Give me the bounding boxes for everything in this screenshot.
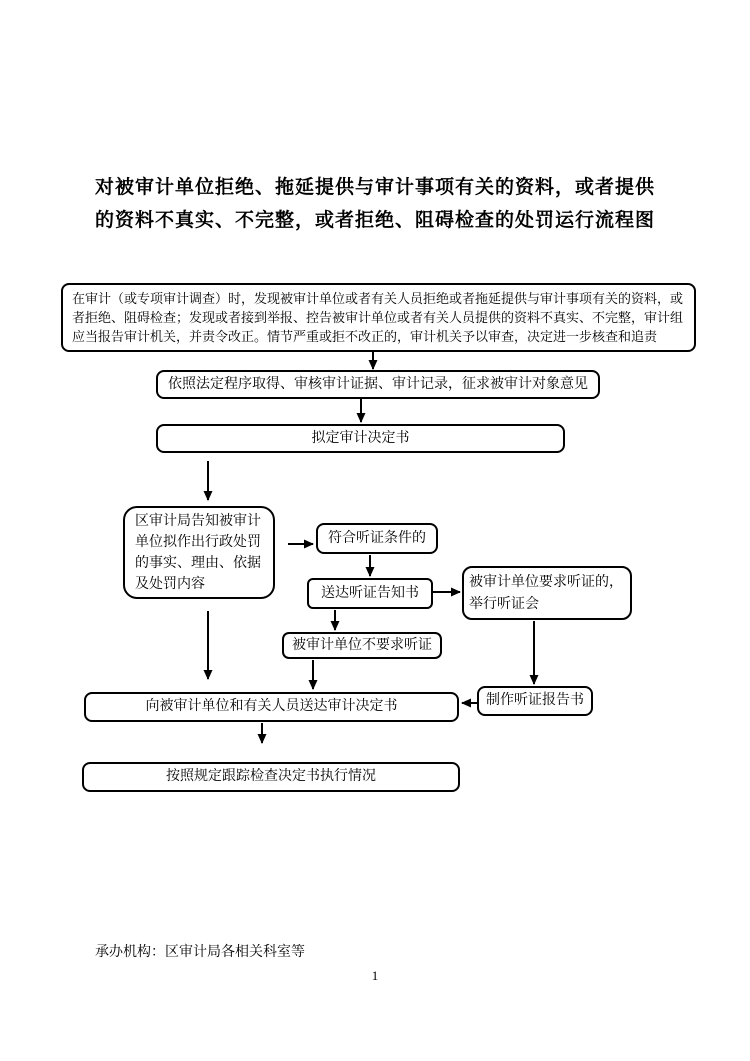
title-line-2: 的资料不真实、不完整，或者拒绝、阻碍检查的处罚运行流程图 [94,210,655,231]
node-hearing-requested: 被审计单位要求听证的，举行听证会 [462,566,632,620]
node-deliver-decision: 向被审计单位和有关人员送达审计决定书 [84,692,459,722]
title-line-1: 对被审计单位拒绝、拖延提供与审计事项有关的资料，或者提供 [94,177,655,198]
node-notify-penalty: 区审计局告知被审计单位拟作出行政处罚的事实、理由、依据及处罚内容 [123,506,275,599]
node-track-execution: 按照规定跟踪检查决定书执行情况 [82,762,460,792]
node-audit-discovery: 在审计（或专项审计调查）时，发现被审计单位或者有关人员拒绝或者拖延提供与审计事项有关的资料，或者拒绝、阻碍检查；发现或者接到举报、控告被审计单位或者有关人员提供的资料不真实、不完整，审计组应当报告审计机关，并责令改正。情节严重或拒不改正的，审计机关予以审查，决定进一步核查和追责 [61,283,696,352]
page-title [0,171,750,237]
node-no-hearing-requested: 被审计单位不要求听证 [282,632,442,659]
page-number: 1 [371,968,379,983]
node-draft-decision: 拟定审计决定书 [156,424,565,453]
node-meets-hearing-conditions: 符合听证条件的 [316,523,438,554]
node-deliver-hearing-notice: 送达听证告知书 [307,578,433,609]
node-obtain-evidence: 依照法定程序取得、审核审计证据、审计记录，征求被审计对象意见 [156,370,600,399]
footer-organizer: 承办机构：区审计局各相关科室等 [95,945,305,960]
node-hearing-report: 制作听证报告书 [477,686,593,716]
